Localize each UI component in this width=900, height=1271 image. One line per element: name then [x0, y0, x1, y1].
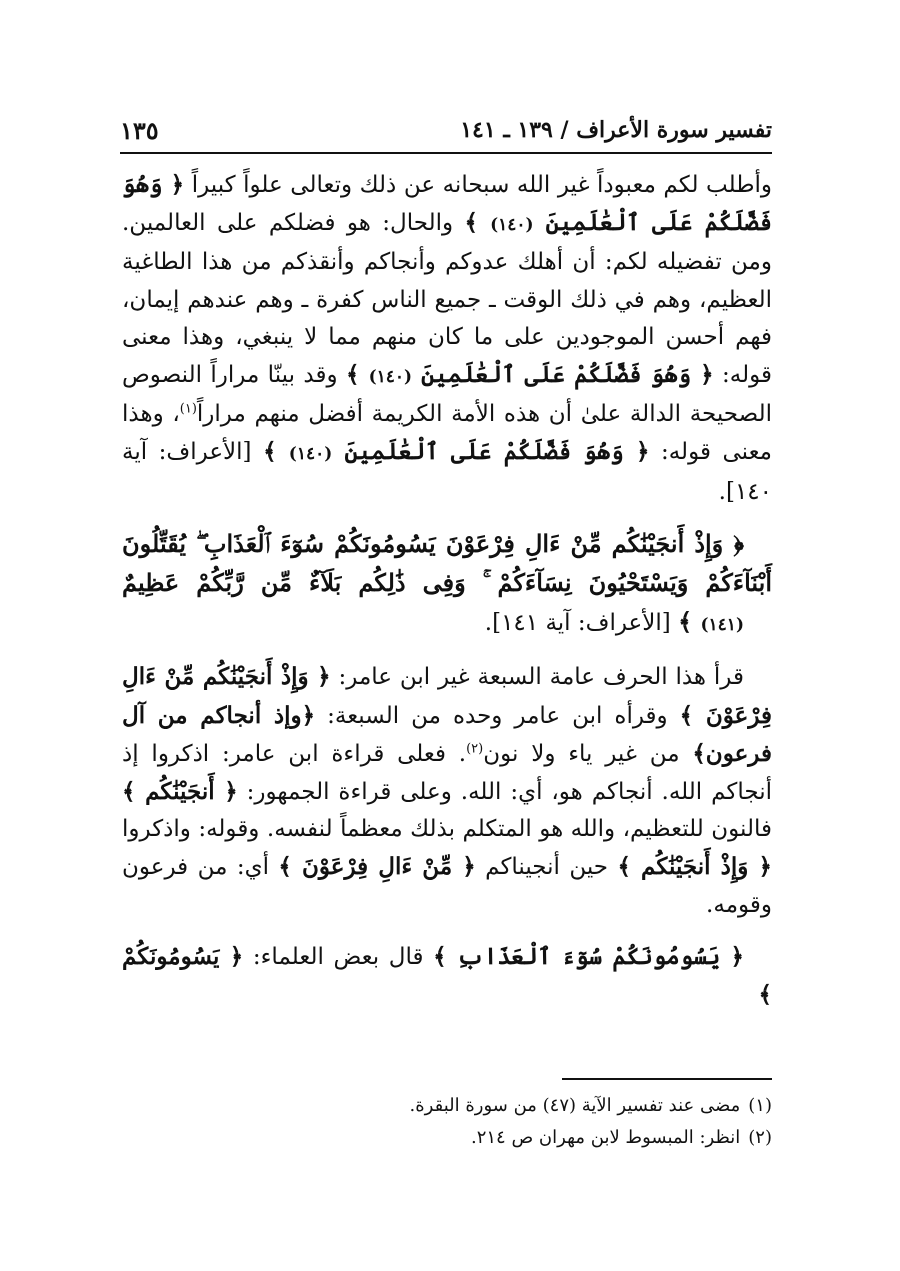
quran-text: ﴿ وَهُوَ فَضَّلَكُمْ عَلَى ٱلْعَٰلَمِينَ: [122, 171, 773, 237]
text-run: قال بعض العلماء:: [243, 943, 434, 970]
footnote-2: [122, 1122, 772, 1154]
quran-quote: ﴿ وَإِذْ أَنجَيْنَٰكُم ﴾: [617, 853, 772, 881]
text-run: ، وهذا معنى قوله:: [122, 401, 773, 466]
footnote-separator: [562, 1078, 772, 1080]
ayah-number: (١٤٠): [490, 215, 534, 236]
quran-bracket: ﴾: [345, 361, 369, 389]
text-run: قرأ هذا الحرف عامة السبعة غير ابن عامر:: [330, 664, 744, 691]
running-title: تفسير سورة الأعراف / ١٣٩ ـ ١٤١: [460, 117, 772, 143]
reading-quote: ﴿وإذ أنجاكم من آل فرعون﴾: [122, 701, 772, 767]
quran-text: ﴿ وَهُوَ فَضَّلَكُمْ عَلَى ٱلْعَٰلَمِينَ: [412, 361, 714, 389]
quran-quote: ﴿ يَسُومُونَكُمْ سُوٓءَ ٱلْعَذَابِ ﴾: [433, 942, 745, 970]
footnote-text: مضى عند تفسير الآية (٤٧) من سورة البقرة.: [409, 1095, 741, 1116]
quran-quote: [346, 361, 714, 388]
ayah-number: (١٤٠): [368, 367, 413, 388]
footnote-text: انظر: المبسوط لابن مهران ص ٢١٤.: [470, 1127, 741, 1148]
footnote-ref-1[interactable]: (١): [179, 401, 197, 417]
text-run: حين أنجيناكم: [475, 854, 618, 881]
quran-bracket: ﴾: [464, 209, 491, 237]
header-rule: [120, 152, 772, 154]
quran-quote: ﴿ وَإِذْ أَنجَيْنَٰكُم مِّنْ ءَالِ فِرْعَوْنَ ﴾: [122, 663, 773, 729]
paragraph-1: [122, 166, 772, 511]
text-run: فالنون للتعظيم، والله هو المتكلم بذلك معظماً لنفسه. وقوله: واذكروا: [122, 816, 772, 843]
quran-bracket: ﴾: [263, 438, 289, 466]
main-text: [122, 166, 772, 1014]
paragraph-3: [122, 658, 772, 923]
text-run: والحال: هو فضلكم على العالمين. ومن تفضيله لكم: أن أهلك عدوكم وأنجاكم وأنقذكم من هذا الطاغية العظيم، وهم في ذلك الوقت ـ جميع الناس كفرة ـ وهم عندهم إيمان، فهم أحسن الموجودين على ما كان منهم مما لا ينبغي، وهذا معنى قوله:: [122, 210, 773, 389]
quran-quote: ﴿ أَنجَيْنَٰكُم ﴾: [122, 778, 238, 806]
quran-verse: ﴿ وَإِذْ أَنجَيْنَٰكُم مِّنْ ءَالِ فِرْعَوْنَ يَسُومُونَكُمْ سُوٓءَ ٱلْعَذَابِ ۖ يُقَتِّلُونَ أَبْنَآءَكُمْ وَيَسْتَحْيُونَ نِسَآءَكُمْ ۚ وَفِى ذَٰلِكُم بَلَآءٌ مِّن رَّبِّكُمْ عَظِيمٌ: [122, 528, 772, 598]
ayah-number: (١٤١): [700, 615, 744, 636]
paragraph-4: [122, 938, 772, 1014]
quran-text: ﴿ وَهُوَ فَضَّلَكُمْ عَلَى ٱلْعَٰلَمِينَ: [332, 438, 650, 466]
quran-bracket: ﴾: [678, 607, 701, 637]
page-number: ١٣٥: [120, 115, 159, 145]
running-header: [120, 112, 772, 148]
footnote-number: (٢): [748, 1127, 772, 1148]
quran-quote: ﴿ يَسُومُونَكُمْ ﴾: [122, 942, 772, 1009]
footnotes: [122, 1090, 772, 1154]
ayah-number: (١٤٠): [288, 444, 333, 465]
verse-reference: [الأعراف: آية ١٤٠].: [122, 439, 772, 505]
verse-reference: [الأعراف: آية ١٤١].: [484, 610, 679, 637]
text-run: أي: من فرعون وقومه.: [122, 854, 772, 918]
footnote-1: [122, 1090, 772, 1122]
text-run: . فعلى قراءة ابن عامر: اذكروا إذ أنجاكم الله. أنجاكم هو، أي: الله. وعلى قراءة الجمهور:: [122, 740, 772, 806]
quran-quote: ﴿ مِّنْ ءَالِ فِرْعَوْنَ ﴾: [278, 853, 476, 881]
quran-quote: [263, 438, 649, 465]
footnote-number: (١): [748, 1095, 772, 1116]
quoted-verse-block: [122, 525, 772, 645]
text-run: من غير ياء ولا نون: [483, 740, 693, 767]
footnote-ref-2[interactable]: (٢): [466, 741, 484, 757]
text-run: وقرأه ابن عامر وحده من السبعة:: [315, 702, 680, 729]
text-run: وأطلب لكم معبوداً غير الله سبحانه عن ذلك وتعالى علواً كبيراً: [184, 172, 772, 198]
text-run: وقد بينّا مراراً النصوص الصحيحة الدالة علىٰ أن هذه الأمة الكريمة أفضل منهم مراراً: [122, 362, 772, 428]
